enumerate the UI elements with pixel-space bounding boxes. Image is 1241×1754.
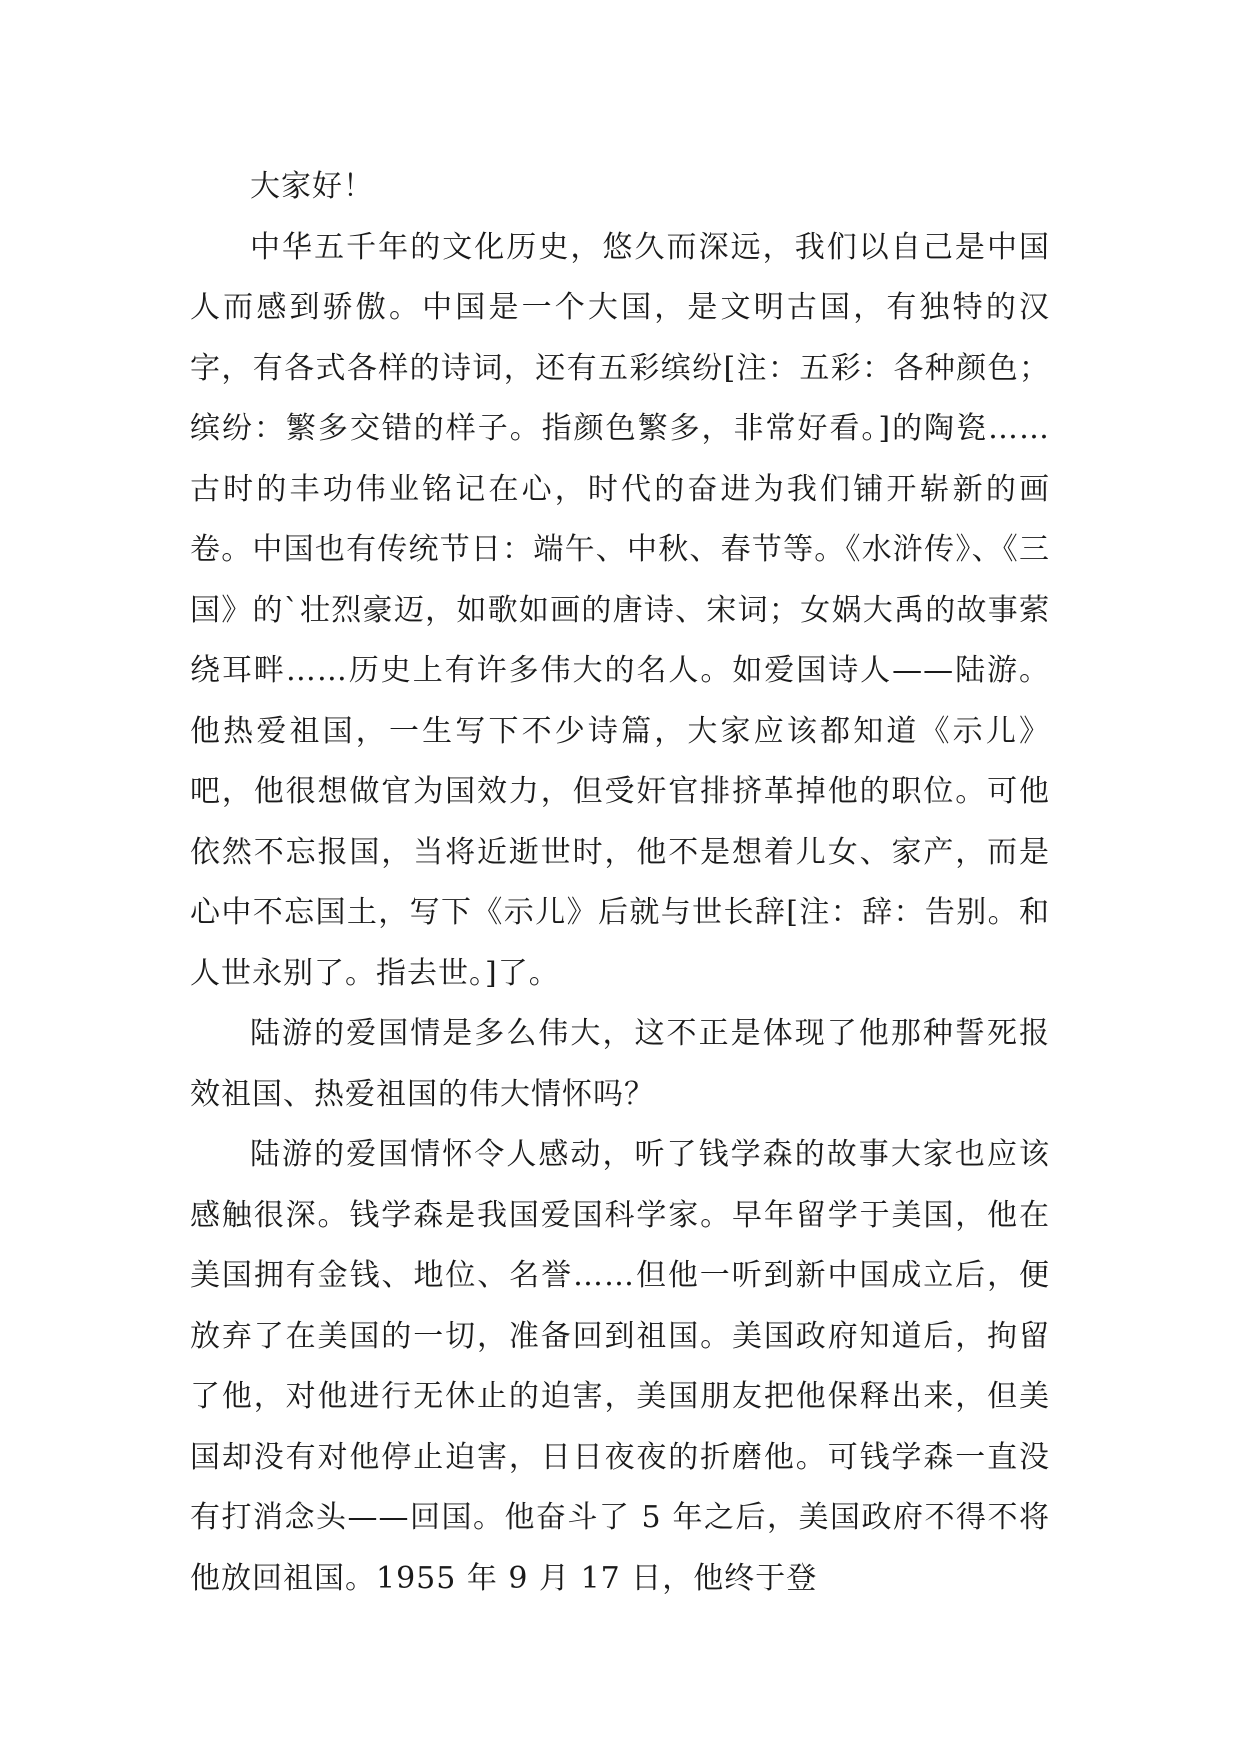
body-paragraph: 中华五千年的文化历史，悠久而深远，我们以自己是中国人而感到骄傲。中国是一个大国，是文明古国，有独特的汉字，有各式各样的诗词，还有五彩缤纷[注：五彩：各种颜色；缤纷：繁多交错的样子。指颜色繁多，非常好看。]的陶瓷……古时的丰功伟业铭记在心，时代的奋进为我们铺开崭新的画卷。中国也有传统节日：端午、中秋、春节等。《水浒传》、《三国》的`壮烈豪迈，如歌如画的唐诗、宋词；女娲大禹的故事萦绕耳畔……历史上有许多伟大的名人。如爱国诗人——陆游。他热爱祖国，一生写下不少诗篇，大家应该都知道《示儿》吧，他很想做官为国效力，但受奸官排挤革掉他的职位。可他依然不忘报国，当将近逝世时，他不是想着儿女、家产，而是心中不忘国土，写下《示儿》后就与世长辞[注：辞：告别。和人世永别了。指去世。]了。 [190, 229, 1050, 991]
document-body [190, 157, 1050, 1609]
body-paragraph: 陆游的爱国情是多么伟大，这不正是体现了他那种誓死报效祖国、热爱祖国的伟大情怀吗？ [190, 1016, 1050, 1112]
greeting-paragraph: 大家好！ [250, 169, 374, 204]
body-paragraph: 陆游的爱国情怀令人感动，听了钱学森的故事大家也应该感触很深。钱学森是我国爱国科学家。早年留学于美国，他在美国拥有金钱、地位、名誉……但他一听到新中国成立后，便放弃了在美国的一切，准备回到祖国。美国政府知道后，拘留了他，对他进行无休止的迫害，美国朋友把他保释出来，但美国却没有对他停止迫害，日日夜夜的折磨他。可钱学森一直没有打消念头——回国。他奋斗了 5 年之后，美国政府不得不将他放回祖国。1955 年 9 月 17 日，他终于登 [190, 1137, 1050, 1596]
